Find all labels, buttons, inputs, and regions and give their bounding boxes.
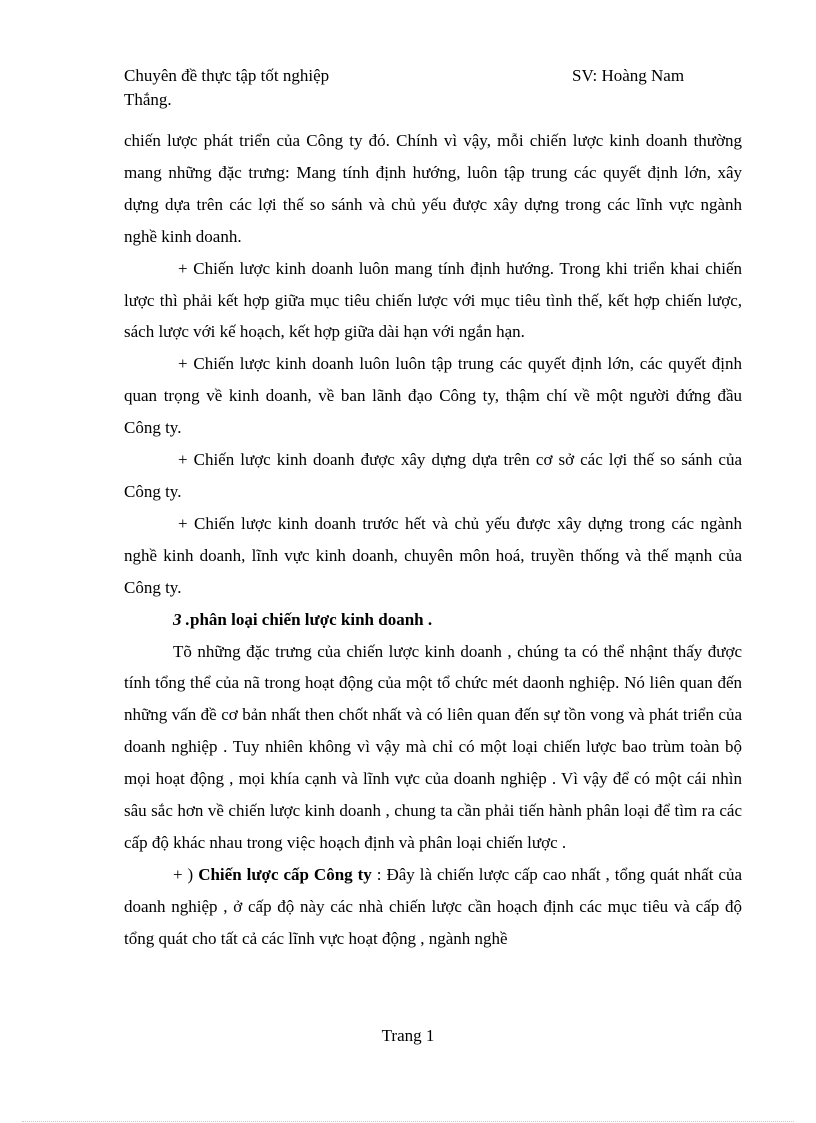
paragraph-5: + Chiến lược kinh doanh trước hết và chủ yếu được xây dựng trong các ngành nghề kinh doanh, lĩnh vực kinh doanh, chuyên môn hoá, truyền thống và thế mạnh của Công ty. [124,513,742,597]
paragraph-7-bold-term: Chiến lược cấp Công ty [198,864,372,884]
paragraph-7 [124,859,742,955]
paragraph-3: + Chiến lược kinh doanh luôn luôn tập trung các quyết định lớn, các quyết định quan trọng về kinh doanh, về ban lãnh đạo Công ty, thậm chí về một người đứng đầu Công ty. [124,354,742,438]
paragraph-4: + Chiến lược kinh doanh được xây dựng dựa trên cơ sở các lợi thế so sánh của Công ty. [124,450,742,501]
section-heading [124,604,742,636]
document-body [124,125,742,955]
section-number: 3 . [173,609,190,629]
paragraph-7-prefix: + ) [173,864,199,884]
page-footer: Trang 1 [381,1026,435,1045]
header-student-continuation: Thắng. [124,90,172,109]
page-bottom-divider [22,1121,794,1122]
paragraph-2: + Chiến lược kinh doanh luôn mang tính định hướng. Trong khi triển khai chiến lược thì phải kết hợp giữa mục tiêu chiến lược với mục tiêu tình thế, kết hợp chiến lược, sách lược với kế hoạch, kết hợp giữa dài hạn với ngắn hạn. [124,258,742,342]
header-title: Chuyên đề thực tập tốt nghiệp [124,66,330,85]
paragraph-1: chiến lược phát triển của Công ty đó. Chính vì vậy, mỗi chiến lược kinh doanh thường mang những đặc trưng: Mang tính định hướng, luôn tập trung các quyết định lớn, xây dựng dựa trên các lợi thế so sánh và chủ yếu được xây dựng trong các lĩnh vực ngành nghề kinh doanh. [124,131,742,246]
section-title: phân loại chiến lược kinh doanh . [190,609,433,629]
paragraph-7-text: : Đây là chiến lược cấp cao nhất , tổng quát nhất của doanh nghiệp , ở cấp độ này các nhà chiến lược cần hoạch định các mục tiêu và cấp độ tổng quát cho tất cả các lĩnh vực hoạt động , ngành nghề [124,864,743,948]
paragraph-6: Tõ những đặc trưng của chiến lược kinh doanh , chúng ta có thể nhậnt thấy được tính tổng thể của nã trong hoạt động của một tổ chức mét daonh nghiệp. Nó liên quan đến những vấn đề cơ bản nhất then chốt nhất và có liên quan đến sự tồn vong và phát triển của doanh nghiệp . Tuy nhiên không vì vậy mà chỉ có một loại chiến lược bao trùm toàn bộ mọi hoạt động , mọi khía cạnh và lĩnh vực của doanh nghiệp . Vì vậy để có một cái nhìn sâu sắc hơn về chiến lược kinh doanh , chung ta cần phải tiến hành phân loại để tìm ra các cấp độ khác nhau trong việc hoạch định và phân loại chiến lược . [124,641,742,852]
header-student: SV: Hoàng Nam [572,66,685,85]
